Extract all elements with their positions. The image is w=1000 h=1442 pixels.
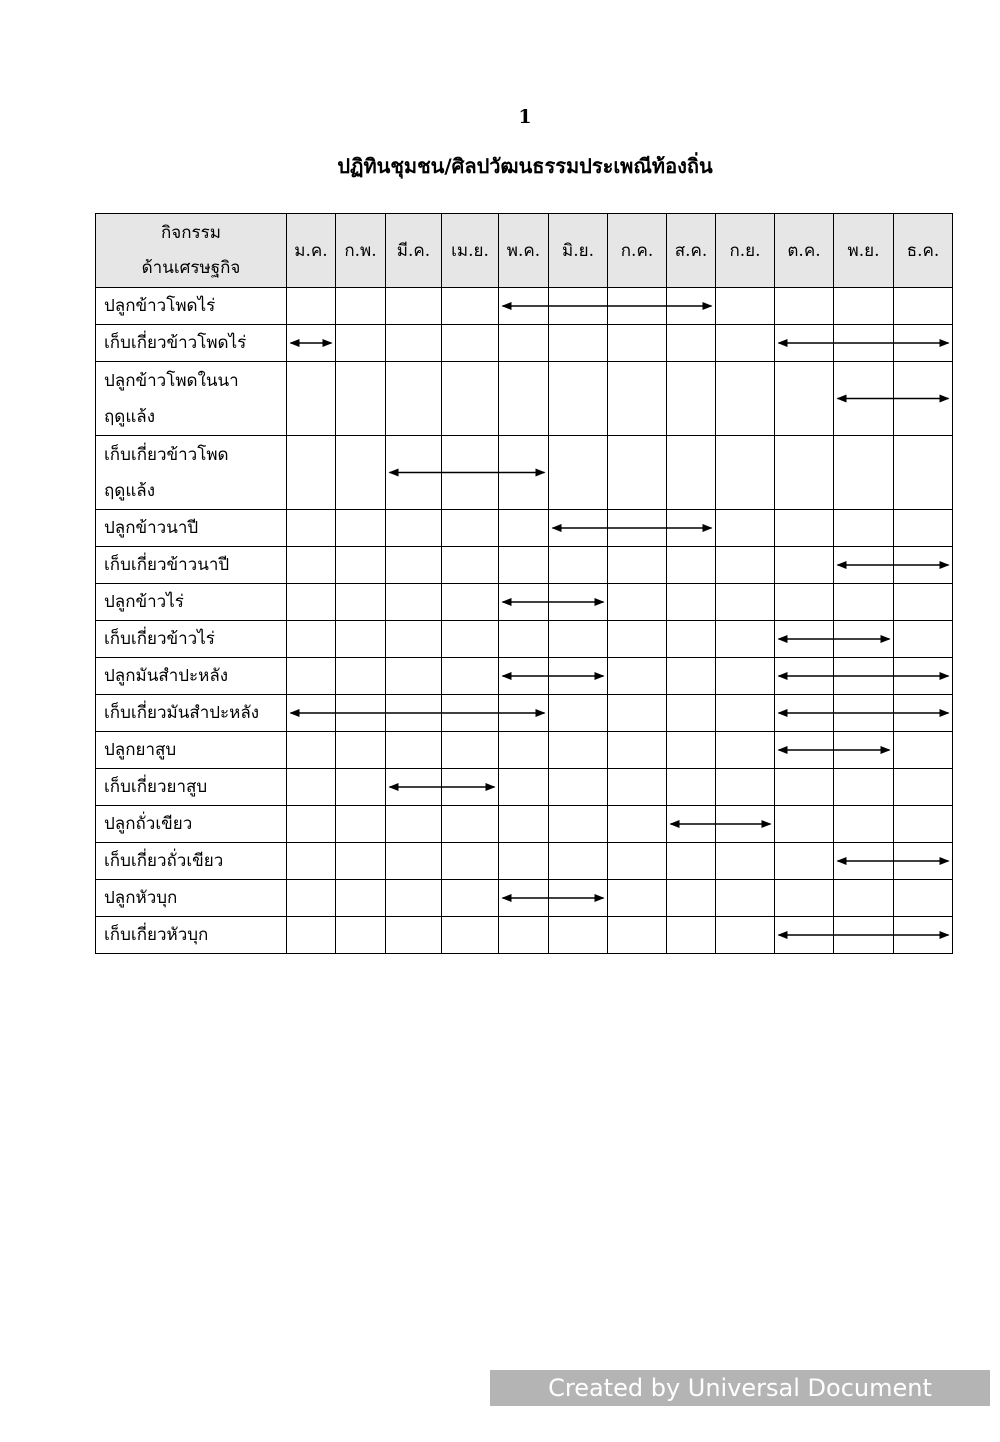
month-cell	[667, 732, 716, 769]
month-cell	[834, 584, 894, 621]
month-cell	[775, 843, 834, 880]
month-cell	[716, 732, 775, 769]
month-cell	[667, 769, 716, 806]
month-cell	[716, 917, 775, 954]
month-header: ต.ค.	[775, 214, 834, 288]
month-cell	[775, 584, 834, 621]
month-cell	[894, 658, 953, 695]
month-cell	[775, 362, 834, 436]
month-cell	[894, 621, 953, 658]
month-cell	[894, 436, 953, 510]
month-cell	[287, 917, 336, 954]
table-row	[96, 584, 953, 621]
month-cell	[287, 621, 336, 658]
month-cell	[386, 806, 442, 843]
month-cell	[894, 325, 953, 362]
activity-label: ปลูกข้าวไร่	[104, 592, 184, 612]
month-cell	[499, 584, 549, 621]
month-cell	[608, 621, 667, 658]
month-cell	[667, 362, 716, 436]
month-cell	[499, 917, 549, 954]
activity-label: เก็บเกี่ยวข้าวโพดไร่	[104, 333, 247, 353]
month-cell	[336, 547, 386, 584]
table-row	[96, 362, 953, 436]
month-cell	[386, 510, 442, 547]
month-cell	[549, 547, 608, 584]
month-cell	[499, 658, 549, 695]
month-cell	[667, 658, 716, 695]
month-cell	[775, 917, 834, 954]
month-cell	[499, 288, 549, 325]
month-cell	[442, 917, 499, 954]
month-cell	[336, 288, 386, 325]
month-cell	[834, 843, 894, 880]
month-cell	[834, 880, 894, 917]
month-cell	[608, 510, 667, 547]
activity-label: ปลูกข้าวโพดไร่	[104, 296, 216, 316]
table-header-row	[96, 214, 953, 288]
month-cell	[775, 732, 834, 769]
month-cell	[336, 362, 386, 436]
table-row	[96, 621, 953, 658]
month-cell	[442, 584, 499, 621]
month-cell	[894, 917, 953, 954]
activity-label: ปลูกหัวบุก	[104, 888, 178, 908]
month-cell	[894, 547, 953, 584]
month-cell	[287, 658, 336, 695]
activity-cell	[96, 917, 287, 954]
month-cell	[287, 769, 336, 806]
month-cell	[499, 695, 549, 732]
month-cell	[287, 843, 336, 880]
month-cell	[716, 769, 775, 806]
document-title: ปฏิทินชุมชน/ศิลปวัฒนธรรมประเพณีท้องถิ่น	[337, 154, 713, 178]
month-header: เม.ย.	[442, 214, 499, 288]
month-cell	[549, 917, 608, 954]
month-cell	[667, 843, 716, 880]
month-cell	[894, 843, 953, 880]
month-cell	[834, 658, 894, 695]
month-cell	[442, 547, 499, 584]
month-header: ธ.ค.	[894, 214, 953, 288]
month-cell	[336, 325, 386, 362]
month-cell	[336, 843, 386, 880]
month-header: ก.ย.	[716, 214, 775, 288]
table-row	[96, 917, 953, 954]
month-cell	[608, 843, 667, 880]
month-cell	[894, 510, 953, 547]
month-cell	[667, 436, 716, 510]
month-cell	[667, 621, 716, 658]
month-cell	[894, 806, 953, 843]
table-row	[96, 843, 953, 880]
month-cell	[834, 806, 894, 843]
month-cell	[775, 510, 834, 547]
month-cell	[336, 806, 386, 843]
month-cell	[667, 806, 716, 843]
month-cell	[549, 658, 608, 695]
month-cell	[608, 325, 667, 362]
month-cell	[287, 436, 336, 510]
month-cell	[287, 547, 336, 584]
month-cell	[667, 547, 716, 584]
month-cell	[608, 547, 667, 584]
month-cell	[608, 880, 667, 917]
activity-label: ฤดูแล้ง	[104, 480, 156, 501]
month-cell	[549, 843, 608, 880]
month-cell	[716, 621, 775, 658]
month-cell	[499, 621, 549, 658]
month-cell	[834, 547, 894, 584]
month-cell	[894, 769, 953, 806]
month-cell	[442, 695, 499, 732]
month-cell	[499, 362, 549, 436]
table-row	[96, 806, 953, 843]
month-cell	[834, 436, 894, 510]
month-cell	[386, 436, 442, 510]
table-row	[96, 769, 953, 806]
month-cell	[775, 288, 834, 325]
table-row	[96, 547, 953, 584]
month-cell	[834, 510, 894, 547]
activity-label: ปลูกข้าวโพดในนา	[104, 370, 239, 391]
month-cell	[775, 695, 834, 732]
month-cell	[336, 621, 386, 658]
month-cell	[549, 510, 608, 547]
month-cell	[499, 325, 549, 362]
activity-label: เก็บเกี่ยวหัวบุก	[104, 925, 209, 945]
month-cell	[287, 325, 336, 362]
month-cell	[386, 584, 442, 621]
month-cell	[499, 510, 549, 547]
month-cell	[442, 658, 499, 695]
month-cell	[549, 362, 608, 436]
month-cell	[716, 584, 775, 621]
activity-label: เก็บเกี่ยวถั่วเขียว	[104, 851, 224, 871]
activity-column-header	[96, 214, 287, 288]
activity-cell	[96, 843, 287, 880]
month-cell	[775, 658, 834, 695]
month-cell	[716, 658, 775, 695]
activity-cell	[96, 695, 287, 732]
activity-cell	[96, 436, 287, 510]
activity-cell	[96, 806, 287, 843]
month-cell	[442, 288, 499, 325]
month-cell	[336, 695, 386, 732]
activity-cell	[96, 621, 287, 658]
month-cell	[287, 880, 336, 917]
month-cell	[894, 880, 953, 917]
month-cell	[386, 695, 442, 732]
table-row	[96, 510, 953, 547]
month-cell	[667, 695, 716, 732]
month-cell	[499, 769, 549, 806]
month-cell	[499, 843, 549, 880]
month-cell	[608, 436, 667, 510]
month-cell	[499, 732, 549, 769]
month-header: มิ.ย.	[549, 214, 608, 288]
month-cell	[499, 806, 549, 843]
month-header: ก.พ.	[336, 214, 386, 288]
month-cell	[894, 732, 953, 769]
month-cell	[667, 584, 716, 621]
activity-label: ปลูกถั่วเขียว	[104, 814, 193, 834]
month-cell	[336, 658, 386, 695]
month-cell	[775, 806, 834, 843]
month-cell	[287, 695, 336, 732]
activity-label: เก็บเกี่ยวข้าวโพด	[104, 444, 229, 465]
activity-label: ปลูกมันสำปะหลัง	[104, 666, 229, 686]
month-cell	[716, 547, 775, 584]
month-cell	[894, 362, 953, 436]
month-cell	[716, 843, 775, 880]
month-cell	[386, 288, 442, 325]
month-cell	[442, 843, 499, 880]
month-cell	[608, 362, 667, 436]
month-cell	[716, 695, 775, 732]
table-row	[96, 658, 953, 695]
month-cell	[549, 436, 608, 510]
month-cell	[667, 325, 716, 362]
month-cell	[499, 436, 549, 510]
month-header: พ.ย.	[834, 214, 894, 288]
month-cell	[716, 806, 775, 843]
month-cell	[287, 806, 336, 843]
month-cell	[775, 547, 834, 584]
table-body	[96, 288, 953, 954]
month-cell	[386, 843, 442, 880]
month-cell	[336, 584, 386, 621]
month-cell	[608, 288, 667, 325]
month-cell	[287, 362, 336, 436]
month-cell	[608, 584, 667, 621]
month-cell	[716, 362, 775, 436]
month-cell	[775, 769, 834, 806]
month-cell	[549, 325, 608, 362]
month-cell	[667, 510, 716, 547]
month-cell	[716, 436, 775, 510]
month-cell	[386, 547, 442, 584]
month-cell	[667, 917, 716, 954]
month-cell	[386, 769, 442, 806]
activity-label: เก็บเกี่ยวข้าวไร่	[104, 629, 215, 649]
activity-label: ฤดูแล้ง	[104, 406, 156, 427]
month-cell	[336, 769, 386, 806]
month-cell	[442, 510, 499, 547]
table-row	[96, 732, 953, 769]
month-cell	[608, 917, 667, 954]
month-cell	[499, 547, 549, 584]
month-cell	[442, 325, 499, 362]
activity-cell	[96, 288, 287, 325]
activity-cell	[96, 547, 287, 584]
activity-cell	[96, 658, 287, 695]
month-cell	[549, 695, 608, 732]
activity-header-line2: ด้านเศรษฐกิจ	[141, 257, 241, 278]
month-cell	[834, 769, 894, 806]
month-cell	[834, 362, 894, 436]
month-cell	[336, 917, 386, 954]
activity-header-line1: กิจกรรม	[160, 222, 221, 243]
month-cell	[775, 621, 834, 658]
month-cell	[608, 695, 667, 732]
month-cell	[834, 917, 894, 954]
month-cell	[499, 880, 549, 917]
month-cell	[834, 695, 894, 732]
month-cell	[549, 621, 608, 658]
month-header: ส.ค.	[667, 214, 716, 288]
month-cell	[716, 288, 775, 325]
month-cell	[549, 584, 608, 621]
activity-cell	[96, 880, 287, 917]
month-cell	[442, 769, 499, 806]
month-cell	[287, 288, 336, 325]
month-cell	[608, 769, 667, 806]
month-header: ม.ค.	[287, 214, 336, 288]
activity-cell	[96, 510, 287, 547]
table-row	[96, 880, 953, 917]
month-cell	[834, 732, 894, 769]
month-cell	[667, 880, 716, 917]
month-cell	[775, 880, 834, 917]
month-cell	[442, 806, 499, 843]
activity-cell	[96, 584, 287, 621]
activity-cell	[96, 769, 287, 806]
month-cell	[386, 621, 442, 658]
month-cell	[667, 288, 716, 325]
month-cell	[549, 288, 608, 325]
month-cell	[549, 806, 608, 843]
month-cell	[386, 732, 442, 769]
month-cell	[336, 732, 386, 769]
month-cell	[442, 362, 499, 436]
month-cell	[442, 732, 499, 769]
month-cell	[716, 510, 775, 547]
table-row	[96, 288, 953, 325]
month-cell	[386, 880, 442, 917]
month-header: ก.ค.	[608, 214, 667, 288]
watermark: Created by Universal Document Converter	[490, 1370, 990, 1406]
month-cell	[386, 325, 442, 362]
month-cell	[442, 621, 499, 658]
month-cell	[894, 584, 953, 621]
month-cell	[775, 325, 834, 362]
activity-label: เก็บเกี่ยวมันสำปะหลัง	[104, 703, 260, 723]
table-row	[96, 436, 953, 510]
month-cell	[549, 732, 608, 769]
month-cell	[549, 880, 608, 917]
month-cell	[608, 732, 667, 769]
table-row	[96, 325, 953, 362]
month-cell	[386, 917, 442, 954]
month-cell	[894, 288, 953, 325]
community-calendar-table	[95, 213, 953, 954]
month-cell	[834, 621, 894, 658]
month-cell	[608, 658, 667, 695]
activity-label: ปลูกข้าวนาปี	[104, 518, 199, 538]
activity-label: เก็บเกี่ยวข้าวนาปี	[104, 555, 230, 575]
month-cell	[834, 288, 894, 325]
month-cell	[442, 880, 499, 917]
month-cell	[336, 436, 386, 510]
month-cell	[608, 806, 667, 843]
month-cell	[894, 695, 953, 732]
month-cell	[287, 510, 336, 547]
page-number: 1	[518, 106, 532, 128]
activity-cell	[96, 362, 287, 436]
activity-cell	[96, 325, 287, 362]
month-cell	[386, 362, 442, 436]
month-cell	[287, 732, 336, 769]
month-cell	[716, 880, 775, 917]
table-row	[96, 695, 953, 732]
month-cell	[336, 510, 386, 547]
month-cell	[775, 436, 834, 510]
month-header: มี.ค.	[386, 214, 442, 288]
month-cell	[442, 436, 499, 510]
activity-label: ปลูกยาสูบ	[104, 740, 177, 760]
month-cell	[834, 325, 894, 362]
activity-cell	[96, 732, 287, 769]
activity-label: เก็บเกี่ยวยาสูบ	[104, 777, 208, 797]
month-cell	[716, 325, 775, 362]
month-cell	[336, 880, 386, 917]
month-cell	[287, 584, 336, 621]
month-cell	[386, 658, 442, 695]
month-cell	[549, 769, 608, 806]
month-header: พ.ค.	[499, 214, 549, 288]
